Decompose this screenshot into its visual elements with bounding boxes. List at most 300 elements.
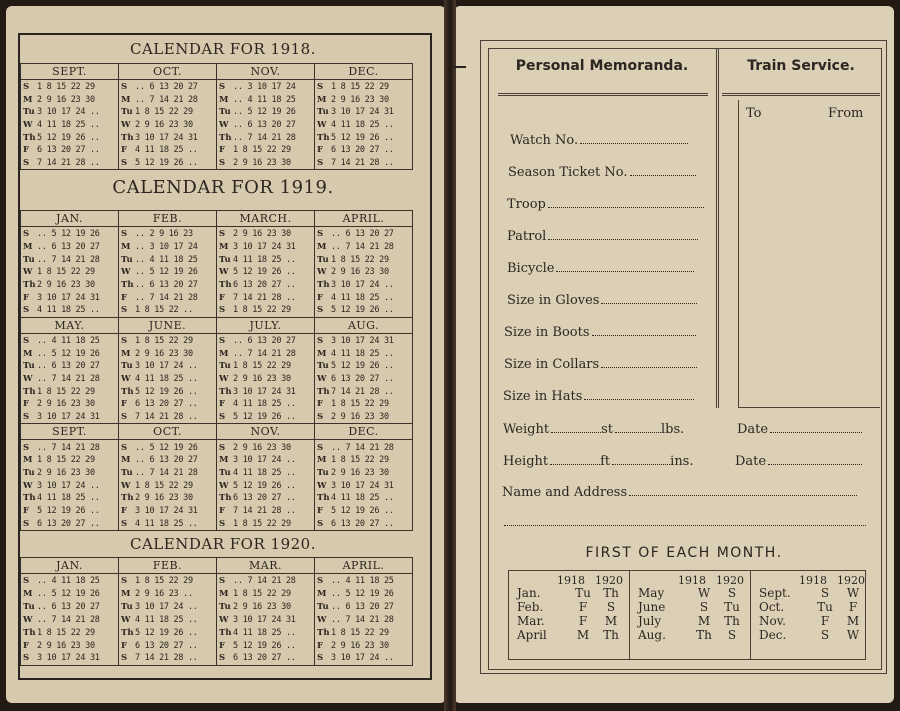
weekday-row: [219, 229, 313, 239]
date-numbers: .. 7 14 21 28: [135, 94, 198, 105]
date-numbers: 5 12 19 26 ..: [331, 305, 394, 316]
weekday-label: Th: [219, 279, 232, 290]
weekday-label: M: [219, 348, 229, 359]
date-numbers: 3 10 17 24 31: [331, 107, 394, 118]
weekday-row: [23, 229, 117, 239]
weekday-label: Tu: [317, 254, 329, 265]
weekday-row: [317, 82, 411, 92]
first-of-month-row: [517, 614, 625, 628]
month-name: JUNE.: [119, 318, 216, 334]
weekday-abbrev: M: [604, 614, 618, 628]
date-numbers: 5 12 19 26 ..: [331, 132, 394, 143]
weekday-abbrev: Th: [603, 586, 619, 600]
weekday-label: W: [317, 480, 327, 491]
weekday-label: M: [121, 241, 131, 252]
weekday-label: W: [23, 614, 33, 625]
weekday-label: W: [23, 119, 33, 130]
weekday-label: W: [219, 119, 229, 130]
month-block: [315, 424, 413, 531]
weekday-row: [121, 293, 215, 303]
weekday-label: W: [121, 267, 131, 278]
weekday-label: S: [219, 335, 226, 346]
weekday-label: W: [121, 480, 131, 491]
first-of-month-row: [759, 600, 867, 614]
date-numbers: .. 7 14 21 28: [233, 132, 296, 143]
weight-date-label: Date: [737, 422, 769, 437]
weekday-label: S: [317, 442, 324, 453]
date-numbers: 6 13 20 27 ..: [135, 399, 198, 410]
month-name: SEPT.: [21, 424, 118, 440]
month-block: [21, 211, 119, 318]
date-numbers: 4 11 18 25 ..: [331, 119, 394, 130]
date-numbers: 2 9 16 23 30: [37, 279, 95, 290]
weekday-label: Th: [219, 627, 232, 638]
date-numbers: 6 13 20 27 ..: [135, 640, 198, 651]
date-numbers: 2 9 16 23 30: [37, 94, 95, 105]
weekday-label: F: [121, 145, 128, 156]
weekday-label: S: [219, 82, 226, 93]
boots-size-field[interactable]: [504, 325, 696, 340]
weekday-row: [23, 412, 117, 422]
weekday-label: F: [219, 292, 226, 303]
weekday-row: [219, 305, 313, 315]
month-abbrev: Feb.: [517, 600, 544, 614]
date-numbers: 2 9 16 23 30: [37, 399, 95, 410]
weekday-row: [23, 107, 117, 117]
memoranda-header-rule: [498, 93, 708, 96]
date-numbers: .. 7 14 21 28: [233, 576, 296, 587]
weekday-row: [317, 95, 411, 105]
hats-size-field[interactable]: [503, 389, 694, 404]
weekday-row: [317, 493, 411, 503]
weekday-row: [317, 374, 411, 384]
date-numbers: 5 12 19 26 ..: [233, 267, 296, 278]
weekday-label: F: [219, 505, 226, 516]
date-numbers: 7 14 21 28 ..: [135, 653, 198, 664]
date-numbers: 4 11 18 25 ..: [331, 292, 394, 303]
weekday-abbrev: Tu: [575, 586, 591, 600]
weekday-row: [219, 255, 313, 265]
weekday-row: [317, 305, 411, 315]
date-numbers: .. 5 12 19 26: [331, 589, 394, 600]
weekday-row: [317, 120, 411, 130]
weekday-row: [219, 387, 313, 397]
calendar-1920-grid: [20, 557, 413, 666]
weekday-abbrev: Tu: [817, 600, 833, 614]
date-numbers: 5 12 19 26 ..: [233, 411, 296, 422]
weekday-row: [23, 493, 117, 503]
weekday-row: [219, 455, 313, 465]
weekday-row: [121, 95, 215, 105]
weekday-row: [317, 145, 411, 155]
weekday-row: [121, 387, 215, 397]
column-divider: [716, 48, 719, 408]
weekday-label: W: [23, 267, 33, 278]
month-abbrev: Mar.: [517, 614, 545, 628]
month-block: [21, 318, 119, 425]
month-block: [119, 558, 217, 666]
date-numbers: 3 10 17 24 31: [37, 653, 100, 664]
weekday-label: Tu: [121, 107, 133, 118]
first-of-month-row: [638, 628, 746, 642]
weekday-row: [121, 82, 215, 92]
date-numbers: .. 6 13 20 27: [331, 229, 394, 240]
weekday-label: Th: [121, 493, 134, 504]
weekday-row: [121, 455, 215, 465]
date-numbers: .. 4 11 18 25: [331, 576, 394, 587]
date-numbers: 4 11 18 25 ..: [135, 518, 198, 529]
date-numbers: .. 5 12 19 26: [37, 348, 100, 359]
weekday-label: S: [317, 335, 324, 346]
weekday-abbrev: Th: [603, 628, 619, 642]
month-name: JULY.: [217, 318, 314, 334]
weekday-row: [219, 374, 313, 384]
watch-field[interactable]: [510, 133, 688, 148]
weekday-row: [219, 443, 313, 453]
year-header: 1918: [799, 574, 827, 587]
year-headers: [759, 574, 867, 586]
weekday-label: M: [23, 94, 33, 105]
weekday-row: [317, 280, 411, 290]
date-numbers: .. 5 12 19 26: [37, 229, 100, 240]
weekday-row: [23, 267, 117, 277]
feet-unit: ft: [600, 454, 611, 469]
weekday-label: W: [23, 480, 33, 491]
weekday-label: Tu: [23, 467, 35, 478]
weekday-label: M: [23, 455, 33, 466]
month-block: [217, 558, 315, 666]
weekday-row: [121, 242, 215, 252]
gloves-size-field[interactable]: [507, 293, 697, 308]
weekday-label: Tu: [121, 254, 133, 265]
date-numbers: 6 13 20 27 ..: [37, 518, 100, 529]
date-numbers: 3 10 17 24 31: [135, 132, 198, 143]
date-numbers: 6 13 20 27 ..: [331, 518, 394, 529]
weekday-label: M: [121, 589, 131, 600]
weekday-row: [219, 336, 313, 346]
weekday-row: [121, 399, 215, 409]
weekday-row: [219, 468, 313, 478]
weekday-row: [23, 399, 117, 409]
weekday-row: [121, 519, 215, 529]
weekday-row: [317, 412, 411, 422]
weekday-row: [121, 576, 215, 586]
weekday-row: [121, 120, 215, 130]
hats-size-label: Size in Hats: [503, 389, 583, 404]
weekday-row: [219, 349, 313, 359]
name-address-field[interactable]: [502, 485, 857, 500]
date-numbers: .. 6 13 20 27: [233, 335, 296, 346]
date-numbers: .. 5 12 19 26: [135, 442, 198, 453]
date-numbers: 6 13 20 27 ..: [233, 279, 296, 290]
weekday-label: S: [219, 157, 226, 168]
weekday-row: [317, 133, 411, 143]
month-block: [21, 558, 119, 666]
date-numbers: 3 10 17 24 31: [233, 614, 296, 625]
train-service-heading: Train Service.: [747, 58, 855, 74]
weekday-label: S: [121, 411, 128, 422]
weekday-row: [23, 387, 117, 397]
year-headers: [638, 574, 746, 586]
bicycle-label: Bicycle: [507, 261, 555, 276]
weekday-label: Tu: [219, 467, 231, 478]
weekday-row: [317, 399, 411, 409]
weekday-label: W: [317, 614, 327, 625]
weekday-row: [317, 615, 411, 625]
weekday-label: S: [23, 411, 30, 422]
train-bottom-rule: [738, 407, 880, 408]
troop-label: Troop: [507, 197, 546, 212]
weekday-row: [23, 280, 117, 290]
weekday-row: [317, 628, 411, 638]
month-block: [21, 424, 119, 531]
weekday-label: S: [23, 305, 30, 316]
date-numbers: .. 6 13 20 27: [135, 82, 198, 93]
month-name: FEB.: [119, 558, 216, 574]
troop-field[interactable]: [507, 197, 704, 212]
weekday-row: [317, 602, 411, 612]
weekday-abbrev: W: [846, 628, 860, 642]
date-numbers: 5 12 19 26 ..: [331, 505, 394, 516]
weekday-label: S: [317, 157, 324, 168]
patrol-label: Patrol: [507, 229, 547, 244]
month-block: [119, 64, 217, 170]
weekday-row: [23, 242, 117, 252]
weekday-label: Tu: [23, 107, 35, 118]
date-numbers: .. 5 12 19 26: [233, 107, 296, 118]
date-numbers: 1 8 15 22 29: [37, 386, 95, 397]
weekday-label: M: [317, 589, 327, 600]
date-numbers: 1 8 15 22 29: [233, 361, 291, 372]
weekday-row: [23, 602, 117, 612]
weekday-row: [121, 628, 215, 638]
weekday-label: W: [121, 373, 131, 384]
weekday-row: [121, 589, 215, 599]
date-numbers: 7 14 21 28 ..: [233, 505, 296, 516]
month-block: [119, 424, 217, 531]
bicycle-field[interactable]: [507, 261, 694, 276]
weekday-label: F: [121, 505, 128, 516]
date-numbers: 1 8 15 22 ..: [135, 305, 193, 316]
month-name: JAN.: [21, 558, 118, 574]
weekday-row: [317, 468, 411, 478]
weekday-label: W: [219, 614, 229, 625]
weekday-label: F: [121, 640, 128, 651]
date-numbers: 2 9 16 23 30: [331, 94, 389, 105]
weekday-label: Th: [121, 386, 134, 397]
weekday-row: [317, 641, 411, 651]
weekday-label: M: [121, 348, 131, 359]
month-abbrev: Aug.: [638, 628, 666, 642]
weekday-row: [23, 653, 117, 663]
patrol-field[interactable]: [507, 229, 698, 244]
date-numbers: 2 9 16 23 30: [233, 442, 291, 453]
month-block: [217, 211, 315, 318]
date-numbers: 2 9 16 23 30: [233, 229, 291, 240]
weekday-row: [121, 615, 215, 625]
weekday-row: [121, 255, 215, 265]
weekday-row: [121, 602, 215, 612]
height-date-label: Date: [735, 454, 767, 469]
first-of-month-row: [759, 586, 867, 600]
weekday-row: [23, 468, 117, 478]
weekday-label: Th: [219, 386, 232, 397]
weekday-abbrev: Th: [724, 614, 740, 628]
month-name: OCT.: [119, 424, 216, 440]
weekday-row: [23, 82, 117, 92]
weekday-label: S: [121, 653, 128, 664]
weekday-label: Tu: [121, 361, 133, 372]
first-of-month-column: [630, 571, 751, 659]
date-numbers: 7 14 21 28 ..: [233, 292, 296, 303]
month-name: NOV.: [217, 64, 314, 80]
weekday-row: [219, 519, 313, 529]
calendar-1920-title: CALENDAR FOR 1920.: [130, 535, 316, 553]
date-numbers: .. 6 13 20 27: [37, 361, 100, 372]
inches-unit: ins.: [670, 454, 694, 469]
month-block: [315, 211, 413, 318]
month-name: FEB.: [119, 211, 216, 227]
weekday-row: [219, 602, 313, 612]
collars-size-label: Size in Collars: [504, 357, 600, 372]
weekday-label: M: [23, 589, 33, 600]
weekday-label: M: [219, 589, 229, 600]
collars-size-field[interactable]: [504, 357, 697, 372]
date-numbers: 2 9 16 23 30: [331, 467, 389, 478]
weekday-label: M: [317, 455, 327, 466]
weekday-label: F: [317, 640, 324, 651]
weekday-row: [23, 305, 117, 315]
first-of-month-row: [517, 600, 625, 614]
weekday-row: [317, 653, 411, 663]
date-numbers: 2 9 16 23 30: [37, 640, 95, 651]
height-date-field[interactable]: [735, 454, 862, 469]
weekday-label: S: [121, 442, 128, 453]
first-of-month-row: [759, 614, 867, 628]
weekday-label: Tu: [219, 361, 231, 372]
weekday-label: S: [219, 442, 226, 453]
date-numbers: 1 8 15 22 29: [233, 305, 291, 316]
date-numbers: 3 10 17 24 31: [331, 335, 394, 346]
weekday-row: [219, 641, 313, 651]
date-numbers: .. 7 14 21 28: [233, 348, 296, 359]
weekday-row: [121, 158, 215, 168]
weekday-row: [23, 133, 117, 143]
weekday-label: F: [23, 640, 30, 651]
weekday-label: S: [219, 576, 226, 587]
address-continuation-line[interactable]: [502, 515, 866, 530]
train-column-divider: [738, 100, 739, 408]
weekday-label: F: [317, 505, 324, 516]
month-abbrev: Oct.: [759, 600, 785, 614]
weekday-label: F: [121, 399, 128, 410]
month-name: OCT.: [119, 64, 216, 80]
weekday-row: [317, 443, 411, 453]
date-numbers: 1 8 15 22 29: [331, 254, 389, 265]
weekday-row: [317, 387, 411, 397]
weekday-row: [121, 653, 215, 663]
date-numbers: .. 7 14 21 28: [331, 614, 394, 625]
weekday-label: S: [23, 576, 30, 587]
weekday-label: S: [121, 518, 128, 529]
weekday-label: S: [317, 305, 324, 316]
weekday-row: [219, 133, 313, 143]
weekday-row: [121, 133, 215, 143]
weekday-row: [121, 361, 215, 371]
weekday-label: M: [219, 455, 229, 466]
weekday-label: F: [219, 399, 226, 410]
date-numbers: 3 10 17 24 ..: [331, 279, 394, 290]
month-block: [217, 318, 315, 425]
date-numbers: 5 12 19 26 ..: [135, 627, 198, 638]
date-numbers: 7 14 21 28 ..: [37, 157, 100, 168]
month-abbrev: July: [638, 614, 662, 628]
weekday-row: [219, 82, 313, 92]
height-field[interactable]: [503, 454, 694, 469]
month-block: [119, 211, 217, 318]
weekday-row: [23, 95, 117, 105]
date-numbers: 1 8 15 22 29: [37, 455, 95, 466]
weekday-label: S: [23, 82, 30, 93]
weekday-abbrev: M: [846, 614, 860, 628]
date-numbers: 1 8 15 22 29: [135, 576, 193, 587]
weight-field[interactable]: [503, 422, 684, 437]
weekday-row: [121, 412, 215, 422]
date-numbers: 2 9 16 23 30: [233, 373, 291, 384]
weekday-label: W: [23, 373, 33, 384]
date-numbers: 2 9 16 23 30: [135, 348, 193, 359]
weekday-row: [23, 455, 117, 465]
month-name: MAR.: [217, 558, 314, 574]
weekday-label: S: [121, 305, 128, 316]
date-numbers: 1 8 15 22 29: [233, 589, 291, 600]
date-numbers: 3 10 17 24 ..: [135, 602, 198, 613]
weekday-row: [23, 120, 117, 130]
weekday-label: S: [219, 518, 226, 529]
weekday-abbrev: S: [727, 628, 737, 642]
weekday-row: [23, 576, 117, 586]
date-numbers: 1 8 15 22 29: [135, 107, 193, 118]
month-abbrev: Nov.: [759, 614, 786, 628]
date-numbers: 2 9 16 23 30: [233, 602, 291, 613]
weekday-row: [317, 455, 411, 465]
weekday-label: Tu: [219, 254, 231, 265]
date-numbers: 3 10 17 24 ..: [37, 480, 100, 491]
weekday-label: M: [219, 241, 229, 252]
year-header: 1920: [716, 574, 744, 587]
weight-date-field[interactable]: [737, 422, 862, 437]
date-numbers: .. 3 10 17 24: [135, 241, 198, 252]
weekday-label: S: [317, 82, 324, 93]
weekday-abbrev: F: [820, 614, 830, 628]
weekday-abbrev: S: [820, 586, 830, 600]
weekday-label: Tu: [317, 602, 329, 613]
first-of-month-column: [509, 571, 630, 659]
date-numbers: 7 14 21 28 ..: [331, 386, 394, 397]
weekday-row: [219, 158, 313, 168]
weekday-row: [121, 336, 215, 346]
weekday-row: [23, 361, 117, 371]
weekday-row: [317, 576, 411, 586]
weekday-row: [121, 107, 215, 117]
date-numbers: 4 11 18 25 ..: [331, 348, 394, 359]
weekday-abbrev: M: [697, 614, 711, 628]
date-numbers: 2 9 16 23 30: [135, 119, 193, 130]
season-ticket-field[interactable]: [508, 165, 696, 180]
date-numbers: 3 10 17 24 31: [233, 386, 296, 397]
weekday-row: [219, 576, 313, 586]
weekday-label: F: [23, 145, 30, 156]
